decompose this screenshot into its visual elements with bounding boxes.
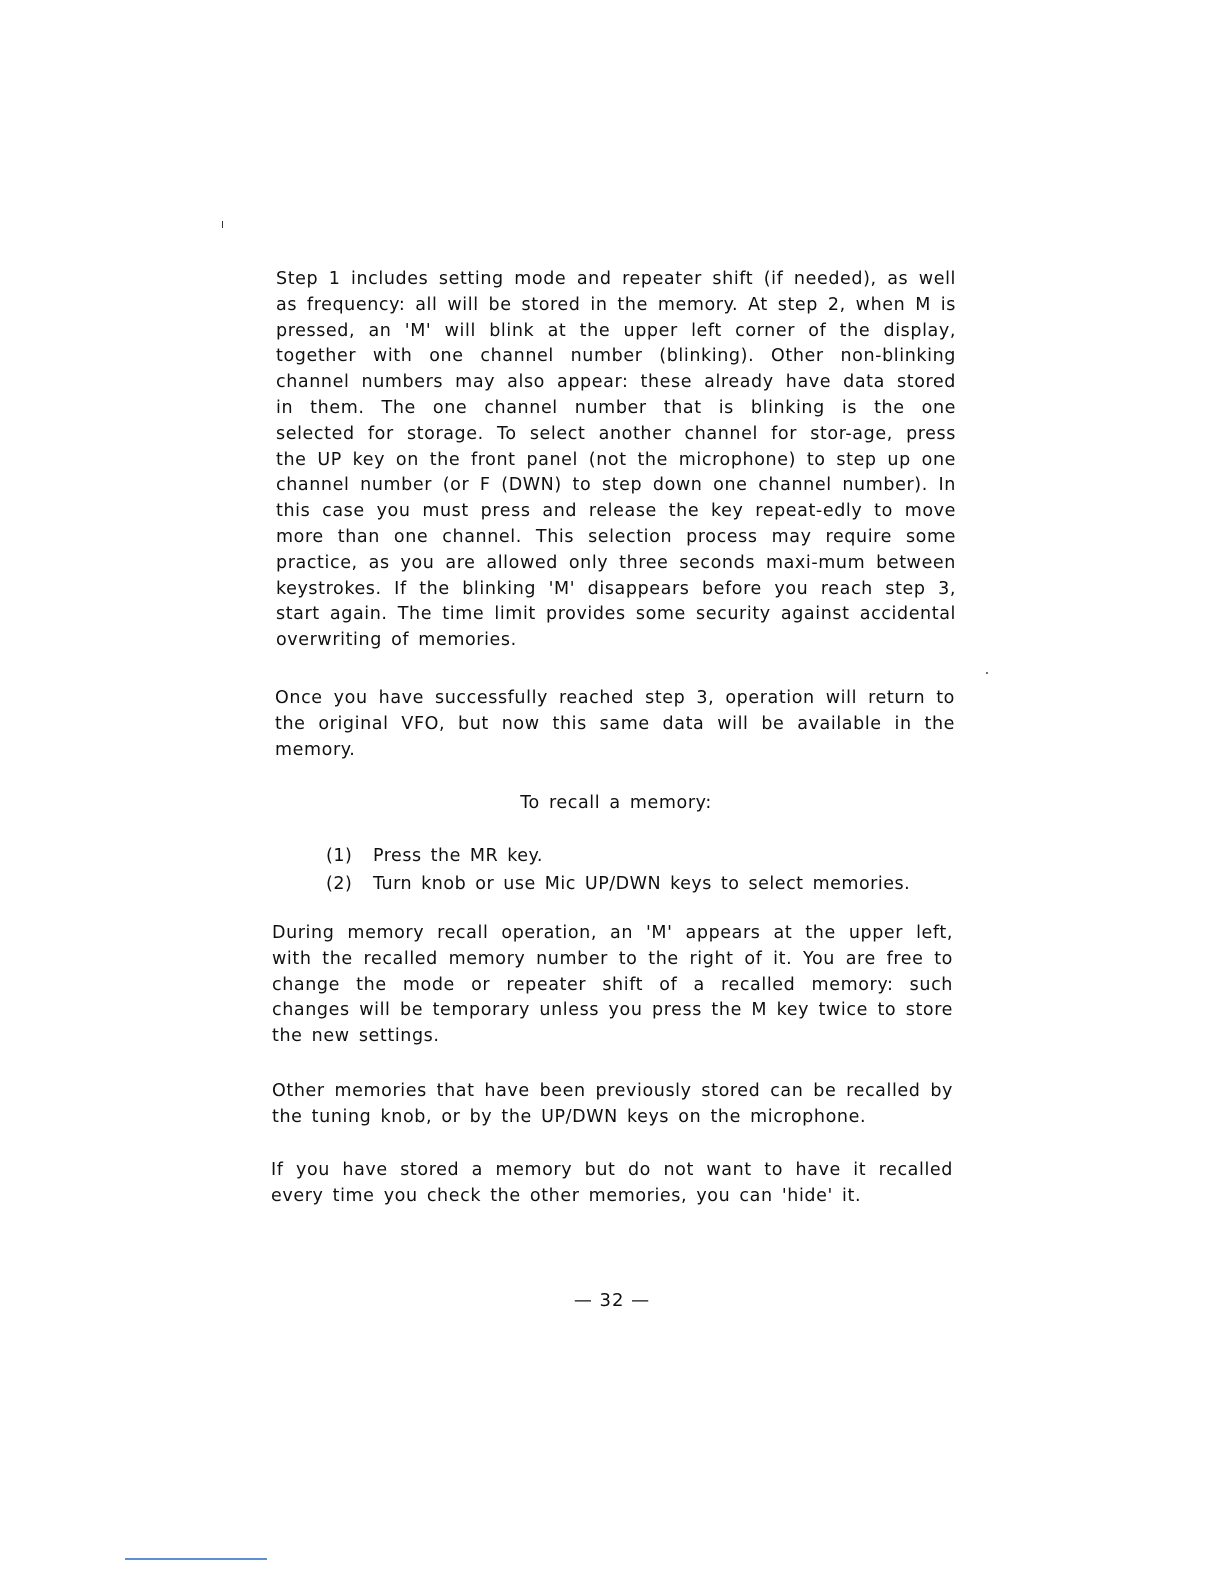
paragraph-memory-storage: Step 1 includes setting mode and repeater shift (if needed), as well as frequency: all will be stored in the memory. At step 2, when M is pressed, an 'M' will blink at the upper left corner of the display, together with one channel number (blinking). Other non-blinking channel numbers may also appear: these already have data stored in them. The one channel number that is blinking is the one selected for storage. To select another channel for stor-age, press the UP key on the front panel (not the microphone) to step up one channel number (or F (DWN) to step down one channel number). In this case you must press and release the key repeat-edly to move more than one channel. This selection process may require some practice, as you are allowed only three seconds maxi-mum between keystrokes. If the blinking 'M' disappears before you reach step 3, start again. The time limit provides some security against accidental overwriting of memories. xyxy=(276,269,956,651)
page-number: — 32 — xyxy=(573,1290,651,1311)
paragraph-recall-operation: During memory recall operation, an 'M' appears at the upper left, with the recalled memory number to the right of it. You are free to change the mode or repeater shift of a recalled memory: such changes will be temporary unless you press the M key twice to store the new settings. xyxy=(272,923,953,1047)
stray-dot xyxy=(986,672,988,674)
recall-heading: To recall a memory: xyxy=(520,793,712,813)
stray-mark xyxy=(222,221,223,228)
step-number: (2) xyxy=(326,874,353,894)
step-text: Turn knob or use Mic UP/DWN keys to select memories. xyxy=(373,874,911,894)
list-item xyxy=(326,870,910,898)
paragraph-other-memories: Other memories that have been previously stored can be recalled by the tuning knob, or by the UP/DWN keys on the microphone. xyxy=(272,1081,953,1127)
footer-rule xyxy=(125,1558,267,1560)
recall-steps-list xyxy=(326,842,910,898)
list-item xyxy=(326,842,910,870)
paragraph-hide-memory: If you have stored a memory but do not want to have it recalled every time you check the other memories, you can 'hide' it. xyxy=(271,1160,953,1206)
step-number: (1) xyxy=(326,846,353,866)
step-text: Press the MR key. xyxy=(373,846,543,866)
paragraph-return-to-vfo: Once you have successfully reached step 3, operation will return to the original VFO, but now this same data will be available in the memory. xyxy=(275,688,955,760)
